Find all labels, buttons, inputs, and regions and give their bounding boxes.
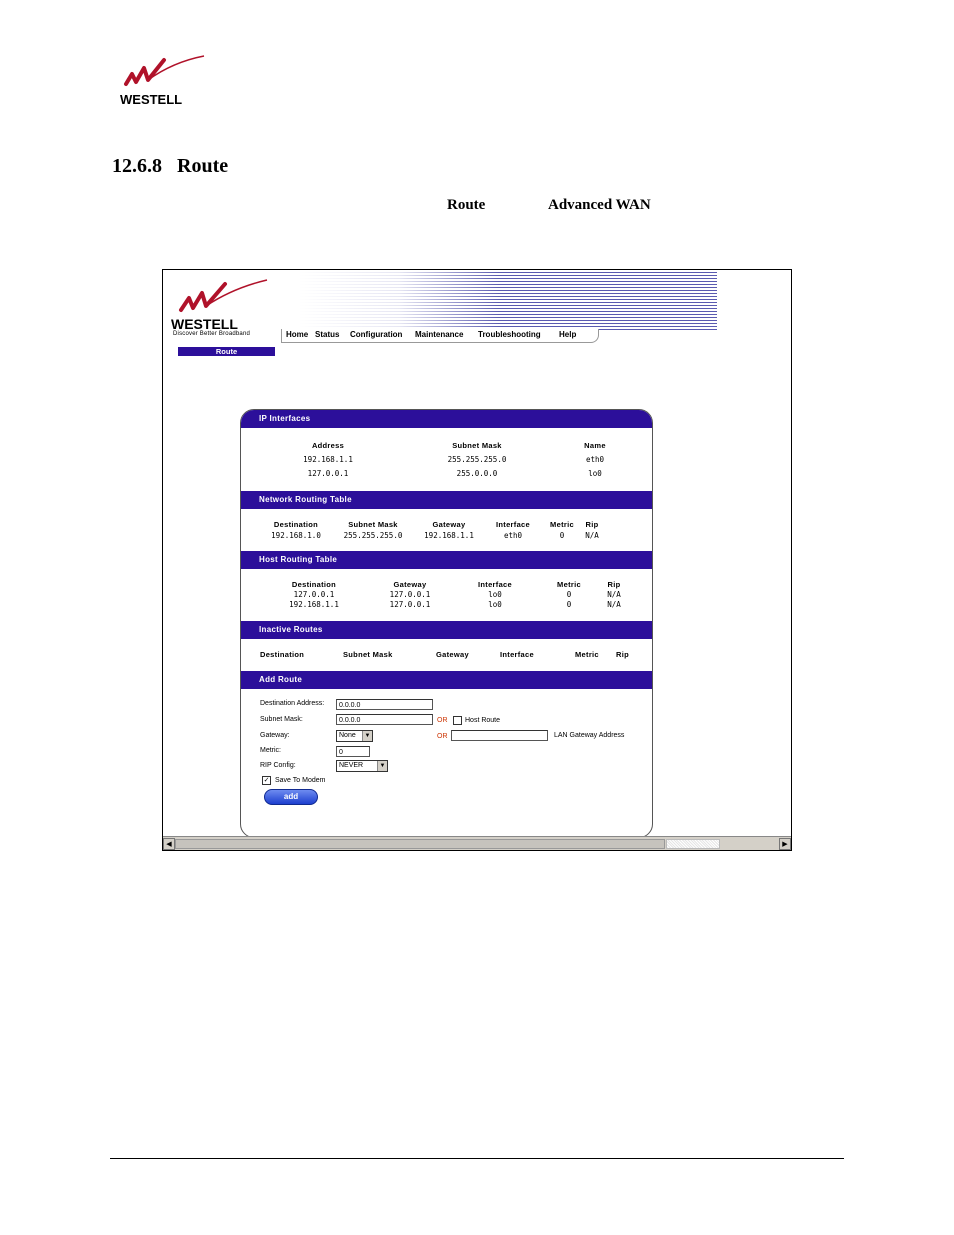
subnet-mask-input[interactable]: 0.0.0.0: [336, 714, 433, 725]
chevron-down-icon: ▼: [377, 761, 387, 771]
table-cell: 255.255.255.0: [447, 455, 507, 464]
or-label: OR: [437, 717, 448, 724]
chevron-down-icon: ▼: [362, 731, 372, 741]
intro-advanced-wan: Advanced WAN: [548, 197, 651, 213]
ip-interfaces-bar: IP Interfaces: [241, 410, 652, 428]
page-tab-route: Route: [178, 347, 275, 356]
destination-input[interactable]: 0.0.0.0: [336, 699, 433, 710]
col-gateway: Gateway: [393, 580, 427, 589]
col-interface: Interface: [496, 520, 530, 529]
scroll-right-icon[interactable]: ▶: [779, 838, 791, 850]
table-cell: 255.255.255.0: [343, 531, 403, 540]
nav-status[interactable]: Status: [315, 330, 340, 339]
col-metric: Metric: [557, 580, 581, 589]
table-cell: 255.0.0.0: [456, 469, 498, 478]
save-to-modem-checkbox[interactable]: ✓: [263, 776, 270, 784]
table-cell: 0: [566, 590, 572, 599]
nav-home[interactable]: Home: [286, 330, 309, 339]
heading-title: Route: [177, 155, 229, 177]
section-heading: [112, 155, 228, 178]
table-cell: 127.0.0.1: [293, 590, 335, 599]
rip-config-label: RIP Config:: [260, 762, 296, 769]
horizontal-scrollbar[interactable]: [163, 836, 791, 850]
scroll-left-icon[interactable]: ◀: [163, 838, 175, 850]
col-destination: Destination: [291, 580, 337, 589]
scroll-thumb[interactable]: [175, 839, 665, 849]
table-cell: N/A: [607, 590, 621, 599]
col-gateway: Gateway: [432, 520, 466, 529]
metric-label: Metric:: [260, 747, 281, 754]
main-nav: [281, 329, 599, 343]
col-metric: Metric: [575, 650, 599, 659]
rip-config-select[interactable]: [336, 760, 388, 772]
table-cell: eth0: [503, 531, 523, 540]
westell-doc-logo: [118, 52, 208, 110]
screenshot-frame: [162, 269, 792, 851]
gateway-label: Gateway:: [260, 732, 290, 739]
table-cell: 127.0.0.1: [389, 600, 431, 609]
add-button[interactable]: add: [264, 789, 318, 805]
col-destination: Destination: [273, 520, 319, 529]
subnet-mask-label: Subnet Mask:: [260, 716, 303, 723]
table-cell: N/A: [607, 600, 621, 609]
save-to-modem-label: Save To Modem: [275, 777, 326, 784]
nav-maintenance[interactable]: Maintenance: [415, 330, 464, 339]
westell-logo: [169, 276, 279, 338]
lan-gateway-label: LAN Gateway Address: [554, 732, 625, 739]
table-cell: lo0: [588, 469, 602, 478]
lan-gateway-input[interactable]: [451, 730, 548, 741]
table-cell: 0: [559, 531, 565, 540]
metric-input[interactable]: 0: [336, 746, 370, 757]
table-cell: eth0: [585, 455, 605, 464]
table-cell: 192.168.1.1: [289, 600, 339, 609]
col-rip: Rip: [607, 580, 621, 589]
intro-route: Route: [447, 197, 486, 213]
nav-configuration[interactable]: Configuration: [350, 330, 403, 339]
gateway-select-value: None: [339, 732, 356, 739]
table-cell: N/A: [585, 531, 599, 540]
header-stripes-fade: [299, 270, 499, 330]
col-address: Address: [311, 441, 345, 450]
network-routing-bar: Network Routing Table: [241, 491, 652, 509]
col-subnet-mask: Subnet Mask: [452, 441, 502, 450]
col-rip: Rip: [616, 650, 629, 659]
or-label: OR: [437, 733, 448, 740]
table-cell: lo0: [488, 590, 502, 599]
svg-text:WESTELL: WESTELL: [120, 92, 183, 107]
nav-help[interactable]: Help: [559, 330, 577, 339]
svg-text:WESTELL: WESTELL: [171, 316, 238, 332]
host-routing-bar: Host Routing Table: [241, 551, 652, 569]
table-cell: 192.168.1.0: [271, 531, 321, 540]
col-gateway: Gateway: [436, 650, 469, 659]
inactive-routes-bar: Inactive Routes: [241, 621, 652, 639]
scroll-track[interactable]: [666, 839, 720, 849]
table-cell: 0: [566, 600, 572, 609]
tagline: Discover Better Broadband: [173, 331, 251, 337]
rip-config-select-value: NEVER: [339, 762, 364, 769]
col-interface: Interface: [500, 650, 534, 659]
add-route-bar: Add Route: [241, 671, 652, 689]
col-destination: Destination: [260, 650, 305, 659]
footer-divider: [110, 1158, 844, 1159]
table-cell: 127.0.0.1: [307, 469, 349, 478]
col-metric: Metric: [550, 520, 574, 529]
table-cell: 192.168.1.1: [424, 531, 474, 540]
host-route-checkbox[interactable]: [453, 716, 462, 725]
gateway-select[interactable]: [336, 730, 373, 742]
route-panel: [240, 409, 653, 838]
col-name: Name: [584, 441, 606, 450]
col-interface: Interface: [478, 580, 512, 589]
col-subnet-mask: Subnet Mask: [343, 650, 393, 659]
heading-number: 12.6.8: [112, 155, 162, 177]
table-cell: 127.0.0.1: [389, 590, 431, 599]
table-cell: 192.168.1.1: [303, 455, 353, 464]
destination-label: Destination Address:: [260, 700, 325, 707]
table-cell: lo0: [488, 600, 502, 609]
nav-troubleshooting[interactable]: Troubleshooting: [478, 330, 541, 339]
col-subnet-mask: Subnet Mask: [348, 520, 398, 529]
col-rip: Rip: [585, 520, 599, 529]
host-route-label: Host Route: [465, 717, 501, 724]
